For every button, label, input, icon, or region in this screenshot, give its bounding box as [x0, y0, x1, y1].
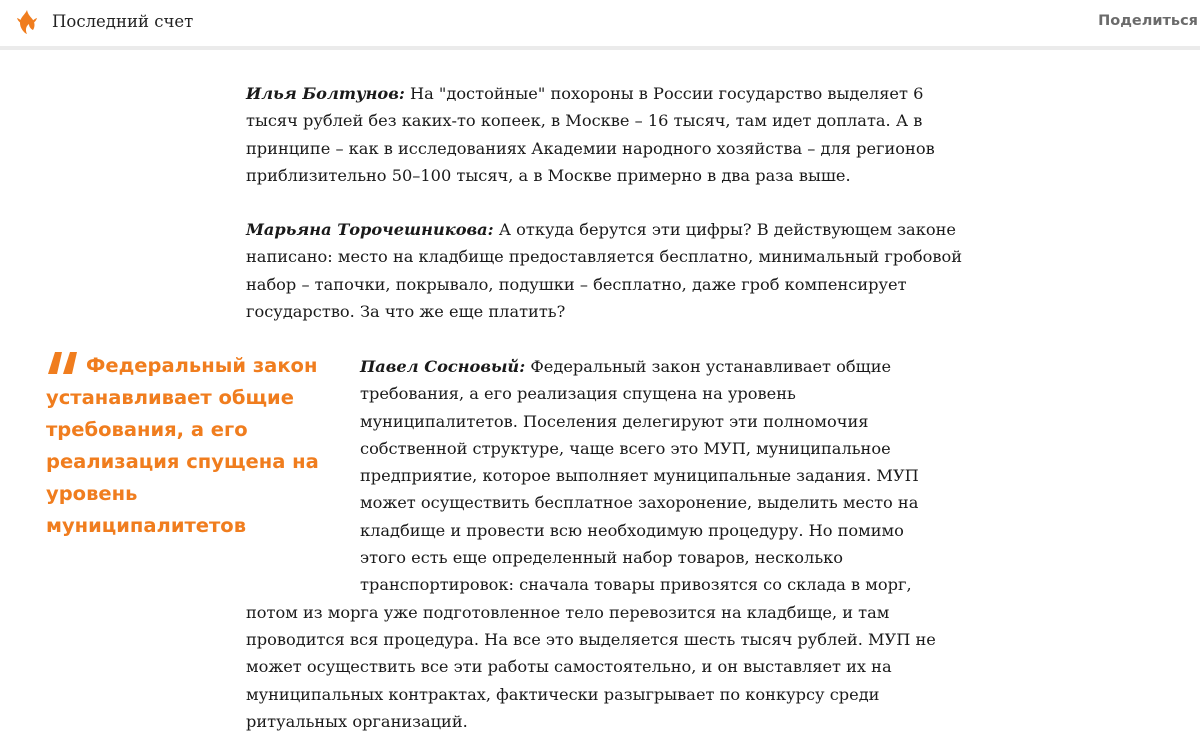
pull-quote-line: реализация спущена на [46, 450, 319, 473]
paragraph-line: требования, а его реализация спущена на уровень [360, 384, 796, 404]
paragraph-line: ритуальных организаций. [246, 711, 468, 731]
paragraph-line: собственной структуре, чаще всего это МУП, муниципальное [360, 438, 891, 458]
paragraph-line: проводится вся процедура. На все это выделяется шесть тысяч рублей. МУП не [246, 629, 936, 649]
share-button[interactable]: Поделиться [1098, 13, 1198, 29]
paragraph-line: муниципальных контрактах, фактически разыгрывает по конкурсу среди [246, 684, 880, 704]
top-bar [0, 0, 1200, 46]
pull-quote-line: муниципалитетов [46, 514, 247, 537]
article-paragraph [246, 216, 966, 325]
pull-quote-line [46, 350, 316, 382]
speaker-name: Илья Болтунов: [246, 84, 405, 103]
paragraph-line: может осуществить бесплатное захоронение, выделить место на [360, 493, 919, 513]
pull-quote [46, 350, 319, 542]
paragraph-text: На "достойные" похороны в России государство выделяет 6 тысяч рублей без каких-то копеек, в Москве – 16 тысяч, там идет доплата. А в принципе – как в исследованиях Академии народного хозяйства – для регионов приблизительно 50–100 тысяч, а в Москве примерно в два раза выше. [246, 84, 935, 185]
paragraph-line: предприятие, которое выполняет муниципальные задания. МУП [360, 466, 919, 486]
paragraph-line: кладбище и провести всю необходимую процедуру. Но помимо [360, 520, 904, 540]
quote-mark-icon [46, 351, 80, 375]
paragraph-line-text: Федеральный закон устанавливает общие [525, 357, 892, 376]
flame-logo-icon[interactable] [14, 9, 40, 35]
speaker-name: Марьяна Торочешникова: [246, 220, 494, 239]
article-paragraph [246, 80, 966, 189]
paragraph-line [246, 353, 946, 380]
pull-quote-line: уровень [46, 482, 138, 505]
header-divider [0, 46, 1200, 50]
paragraph-line: муниципалитетов. Поселения делегируют эти полномочия [360, 411, 869, 431]
pull-quote-text: Федеральный закон [86, 354, 318, 377]
paragraph-text: А откуда берутся эти цифры? В действующем законе написано: место на кладбище предоставляется бесплатно, минимальный гробовой набор – тапочки, покрывало, подушки – бесплатно, даже гроб компенсирует государство. За что же еще платить? [246, 220, 963, 321]
speaker-name: Павел Сосновый: [360, 357, 526, 376]
paragraph-line: потом из морга уже подготовленное тело перевозится на кладбище, и там [246, 602, 890, 622]
pull-quote-line: устанавливает общие [46, 386, 294, 409]
paragraph-line: этого есть еще определенный набор товаров, несколько [360, 548, 844, 568]
paragraph-line: может осуществить все эти работы самостоятельно, и он выставляет их на [246, 657, 892, 677]
page-title[interactable]: Последний счет [52, 12, 194, 31]
paragraph-line: транспортировок: сначала товары привозятся со склада в морг, [360, 575, 912, 595]
article-paragraph [246, 353, 946, 735]
pull-quote-line: требования, а его [46, 418, 248, 441]
